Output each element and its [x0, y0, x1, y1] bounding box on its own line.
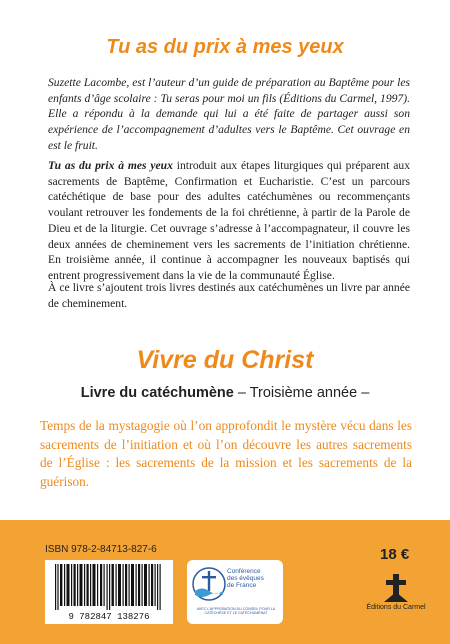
intro-paragraph [48, 75, 410, 154]
subtitle-main: Livre du catéchumène [80, 385, 234, 401]
cef-label-line-3: de France [227, 582, 257, 590]
intro-text: Suzette Lacombe, est l’auteur d’un guide de préparation au Baptême pour les enfants d’âge scolaire : Tu seras pour moi un fils (Éditions du Carmel, 1997). Elle a répondu à la demande qui lui a été faite de partager aussi son expérience de l’accompagnement d’adultes vers le Baptême. Cet ouvrage en est le fruit. [48, 76, 410, 152]
barcode-icon [45, 560, 173, 612]
series-subtitle [0, 385, 450, 401]
cef-label-line-2: des évêques [227, 575, 264, 583]
subtitle-rest: – Troisième année – [233, 385, 370, 401]
additional-books-text: À ce livre s’ajoutent trois livres destinés aux catéchumènes un livre par année de cheminement. [48, 281, 410, 310]
cross-wave-logo-icon [191, 564, 227, 604]
additional-books-paragraph [48, 280, 410, 311]
barcode-number: 9 782847 138276 [68, 612, 150, 622]
series-title: Vivre du Christ [136, 346, 314, 374]
page-title: Tu as du prix à mes yeux [106, 36, 344, 58]
price: 18 € [380, 546, 410, 563]
isbn-label: ISBN 978-2-84713-827-6 [45, 544, 157, 555]
book-title-inline: Tu as du prix à mes yeux [48, 159, 173, 172]
description-paragraph [48, 158, 410, 284]
carmel-cross-logo-icon [364, 572, 428, 604]
cef-label [227, 568, 264, 590]
series-description: Temps de la mystagogie où l’on approfondit le mystère vécu dans les sacrements de l’initiation et où l’on découvre les autres sacrements de l’Église : les sacrements de la mission et les sacrements de la guérison. [40, 418, 412, 489]
publisher-logo [364, 572, 428, 616]
publisher-name: Éditions du Carmel [366, 604, 426, 611]
description-text: introduit aux étapes liturgiques qui préparent aux sacrements de Baptême, Confirmation et Eucharistie. C’est un parcours catéchétique de base pour des adultes catéchumènes ou recommençants voulant retrouver les fondements de la foi chrétienne, à partir de la Parole de Dieu et de la liturgie. Cet ouvrage s’adresse à l’accompagnateur, il couvre les deux années de cheminement vers les sacrements de l’initiation chrétienne. En troisième année, il continue à accompagner les nouveaux baptisés qui entrent progressivement dans la vie de la communauté Église. [48, 159, 410, 282]
barcode [45, 560, 173, 624]
cef-approval-logo [187, 560, 283, 624]
cef-label-line-1: Conférence [227, 568, 261, 575]
cef-approval-note: AVEC L’APPROBATION DU CONSEIL POUR LA CATÉCHÈSE ET LE CATÉCHUMÉNAT [196, 607, 276, 616]
